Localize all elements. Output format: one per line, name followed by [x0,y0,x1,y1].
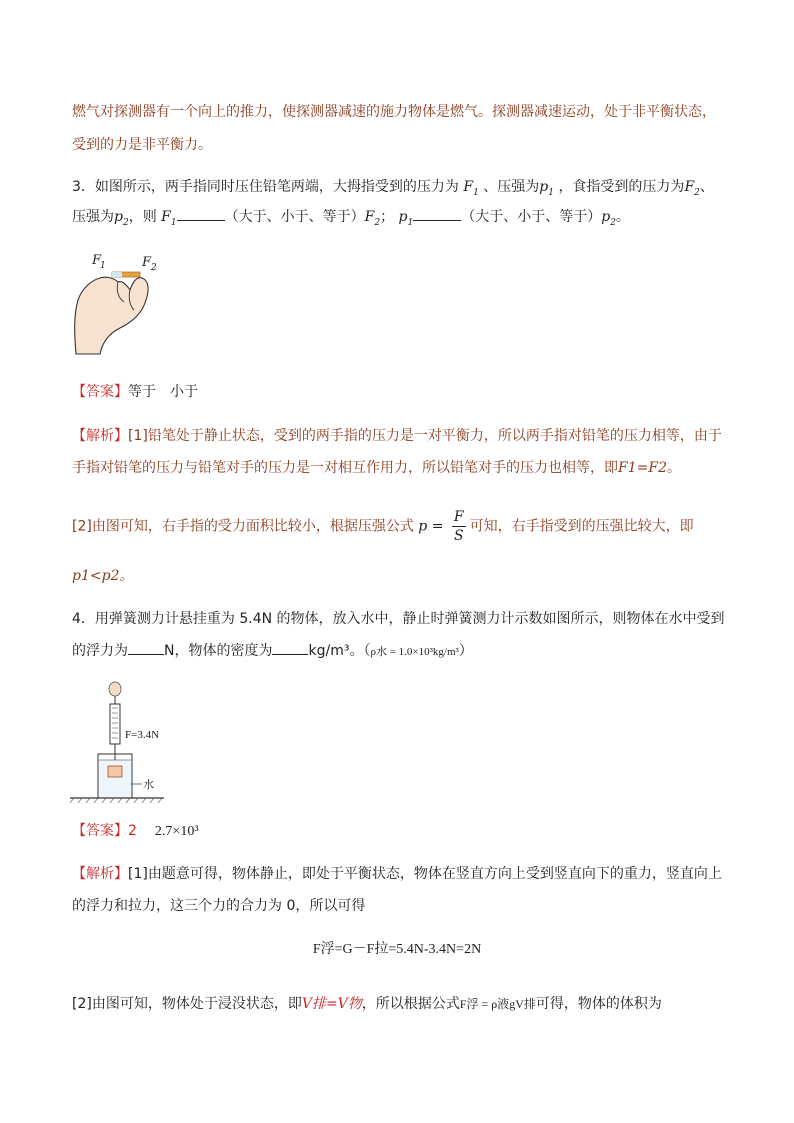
svg-text:1: 1 [100,261,106,271]
q3-analysis-line4: p1<p2。 [72,568,134,584]
q4-analysis-line1: 【解析】[1]由题意可得，物体静止，即处于平衡状态，物体在竖直方向上受到竖直向下的重力，竖直向上 [72,866,722,882]
q4-blank-1[interactable] [128,640,164,655]
q3-question-line1: 3．如图所示，两手指同时压住铅笔两端，大拇指受到的压力为 $F_1$ 、压强为$p_1$ ，食指受到的压力为$F_2$、 [72,179,714,198]
q4-equation: F浮=G－F拉=5.4N-3.4N=2N [312,942,482,957]
q3-hand-pencil-figure [70,248,170,356]
svg-text:2: 2 [151,263,157,273]
q4-spring-scale-figure [70,680,180,805]
q3-analysis-line3: [2]由图可知，右手指的受力面积比较小，根据压强公式 p = $\frac{F}{S}$ 可知，右手指受到的压强比较大，即 [72,509,694,544]
q3-blank-2[interactable] [413,206,461,221]
fig-label-force: F=3.4N [125,729,160,741]
q3-analysis-line1: 【解析】[1]铅笔处于静止状态，受到的两手指的压力是一对平衡力，所以两手指对铅笔的压力相等，由于 [72,428,722,444]
hand-icon [109,682,121,696]
pressure-formula-fraction: $\frac{F}{S}$ [453,509,464,544]
q3-answer: 【答案】等于 小于 [72,384,198,400]
q4-blank-2[interactable] [272,640,308,655]
fig-label-f2: F [142,255,152,270]
q4-analysis-line2: 的浮力和拉力，这三个力的合力为 0，所以可得 [72,898,366,914]
q4-answer: 【答案】2 2.7×10³ [72,823,199,839]
q4-analysis-line3: [2]由图可知，物体处于浸没状态，即V排=V物，所以根据公式F浮 = ρ液gV排可得，物体的体积为 [72,996,662,1012]
fig-label-f1: F [92,253,102,268]
q3-blank-1[interactable] [177,206,225,221]
hand-shape [75,277,148,354]
q3-question-line2: 压强为$p_2$，则 $F_1$ （大于、小于、等于）$F_2$； $p_1$ （大于、小于、等于）$p_2$。 [72,206,630,233]
q2-analysis-line1: 燃气对探测器有一个向上的推力，使探测器减速的施力物体是燃气。探测器减速运动，处于非平衡状态， [72,104,716,120]
q4-question-line1: 4．用弹簧测力计悬挂重为 5.4N 的物体，放入水中，静止时弹簧测力计示数如图所示，则物体在水中受到 [72,611,725,627]
q4-question-line2: 的浮力为 N，物体的密度为 kg/m³。（ρ水 = 1.0×10³kg/m³） [72,640,473,662]
q2-analysis-line2: 受到的力是非平衡力。 [72,137,212,153]
fig-label-water: 水 [143,778,154,791]
object-block [108,766,122,777]
q3-analysis-line2: 手指对铅笔的压力与铅笔对手的压力是一对相互作用力，所以铅笔对手的压力也相等，即F1=F2。 [72,460,681,476]
